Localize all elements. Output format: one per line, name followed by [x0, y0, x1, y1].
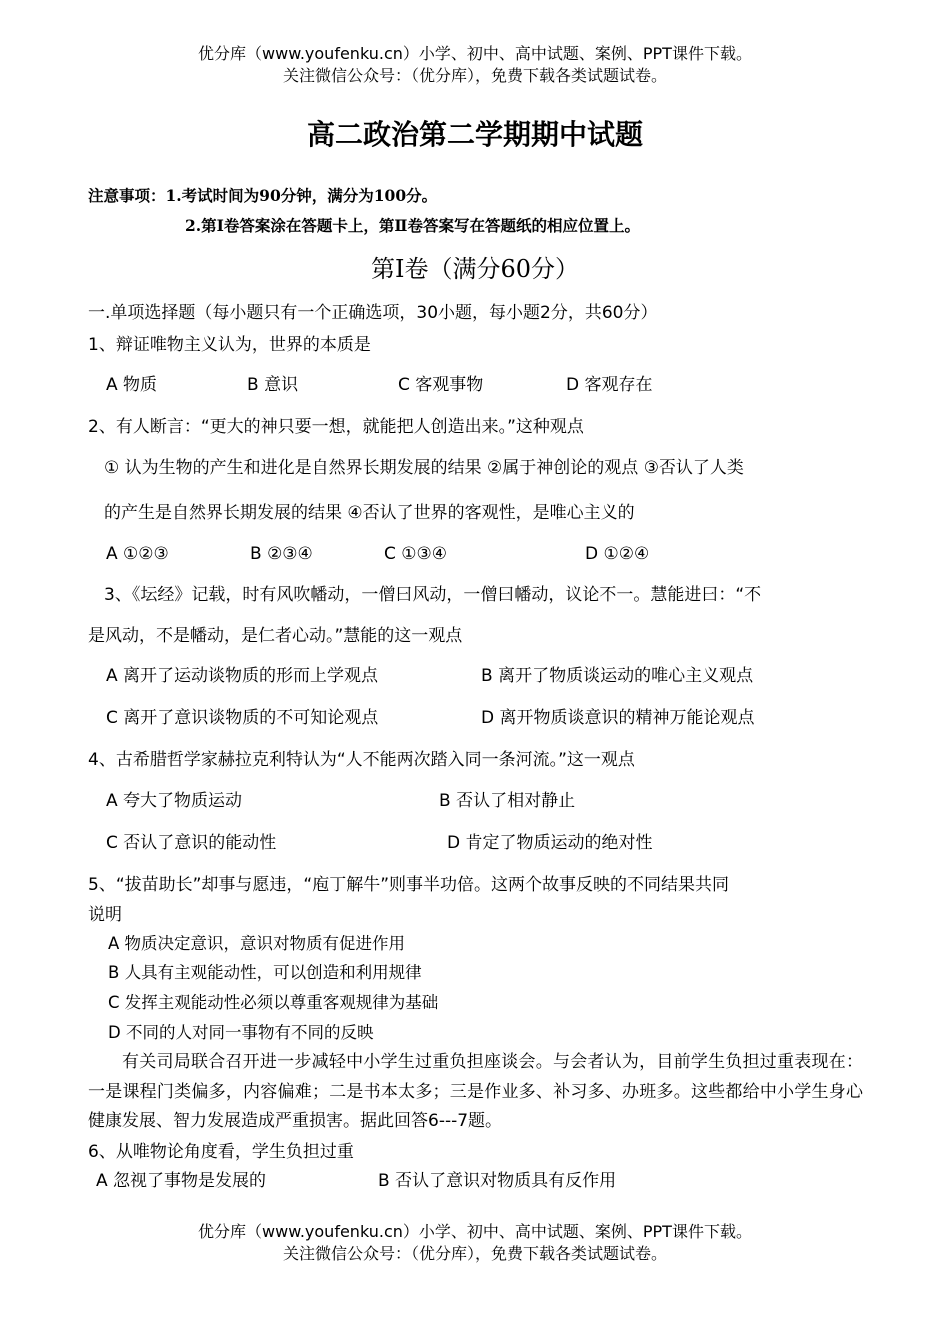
notice-line-1: 注意事项：1.考试时间为90分钟，满分为100分。 — [88, 186, 438, 205]
question-5-option-c: C 发挥主观能动性必须以尊重客观规律为基础 — [108, 993, 439, 1012]
page-header-line-2: 关注微信公众号：（优分库），免费下载各类试题试卷。 — [282, 66, 667, 85]
question-6-option-b: B 否认了意识对物质具有反作用 — [378, 1171, 617, 1191]
question-5-stem-line-1: 5、“拔苗助长”却事与愿违，“庖丁解牛”则事半功倍。这两个故事反映的不同结果共同 — [88, 875, 730, 895]
question-2-option-d: D ①②④ — [585, 544, 650, 564]
question-3-option-c: C 离开了意识谈物质的不可知论观点 — [106, 708, 379, 728]
question-3-stem-line-2: 是风动，不是幡动，是仁者心动。”慧能的这一观点 — [88, 626, 463, 646]
question-2-statements-line-1: ① 认为生物的产生和进化是自然界长期发展的结果 ②属于神创论的观点 ③否认了人类 — [104, 458, 744, 478]
question-4-option-d: D 肯定了物质运动的绝对性 — [447, 833, 653, 853]
question-2-option-b: B ②③④ — [250, 544, 313, 564]
question-4-stem: 4、古希腊哲学家赫拉克利特认为“人不能两次踏入同一条河流。”这一观点 — [88, 750, 635, 770]
question-3-stem-line-1: 3、《坛经》记载，时有风吹幡动，一僧曰风动，一僧曰幡动，议论不一。慧能进曰：“不 — [104, 585, 762, 605]
question-4-option-b: B 否认了相对静止 — [439, 791, 576, 811]
page-footer-line-2: 关注微信公众号：（优分库），免费下载各类试题试卷。 — [282, 1244, 667, 1263]
question-3-option-b: B 离开了物质谈运动的唯心主义观点 — [481, 666, 754, 686]
question-4-option-a: A 夸大了物质运动 — [106, 791, 243, 811]
question-6-option-a: A 忽视了事物是发展的 — [96, 1171, 267, 1191]
page-header-line-1: 优分库（www.youfenku.cn）小学、初中、高中试题、案例、PPT课件下载。 — [198, 44, 752, 63]
question-1-option-c: C 客观事物 — [398, 375, 484, 395]
question-4-option-c: C 否认了意识的能动性 — [106, 833, 277, 853]
notice-line-2: 2.第Ⅰ卷答案涂在答题卡上，第Ⅱ卷答案写在答题纸的相应位置上。 — [185, 216, 640, 235]
question-2-statements-line-2: 的产生是自然界长期发展的结果 ④否认了世界的客观性，是唯心主义的 — [104, 503, 635, 523]
section-title: 第Ⅰ卷（满分60分） — [370, 255, 580, 283]
part-title: 一.单项选择题（每小题只有一个正确选项，30小题，每小题2分，共60分） — [88, 303, 658, 323]
question-6-stem: 6、从唯物论角度看，学生负担过重 — [88, 1142, 354, 1162]
question-5-option-a: A 物质决定意识，意识对物质有促进作用 — [108, 934, 406, 953]
question-3-option-a: A 离开了运动谈物质的形而上学观点 — [106, 666, 379, 686]
question-5-stem-line-2: 说明 — [88, 905, 122, 925]
question-1-stem: 1、辩证唯物主义认为，世界的本质是 — [88, 335, 371, 355]
question-5-option-b: B 人具有主观能动性，可以创造和利用规律 — [108, 963, 422, 982]
page-footer-line-1: 优分库（www.youfenku.cn）小学、初中、高中试题、案例、PPT课件下载。 — [198, 1222, 752, 1241]
question-1-option-d: D 客观存在 — [566, 375, 653, 395]
question-5-option-d: D 不同的人对同一事物有不同的反映 — [108, 1023, 374, 1042]
question-1-option-b: B 意识 — [247, 375, 299, 395]
question-2-stem: 2、有人断言：“更大的神只要一想，就能把人创造出来。”这种观点 — [88, 417, 584, 437]
question-2-option-c: C ①③④ — [384, 544, 447, 564]
reading-passage: 有关司局联合召开进一步减轻中小学生过重负担座谈会。与会者认为，目前学生负担过重表现在：一是课程门类偏多，内容偏难；二是书本太多；三是作业多、补习多、办班多。这些都给中小学生身心健康发展、智力发展造成严重损害。据此回答6---7题。 — [88, 1052, 863, 1131]
question-1-option-a: A 物质 — [106, 375, 158, 395]
question-3-option-d: D 离开物质谈意识的精神万能论观点 — [481, 708, 755, 728]
page-title: 高二政治第二学期期中试题 — [306, 118, 643, 151]
question-2-option-a: A ①②③ — [106, 544, 169, 564]
